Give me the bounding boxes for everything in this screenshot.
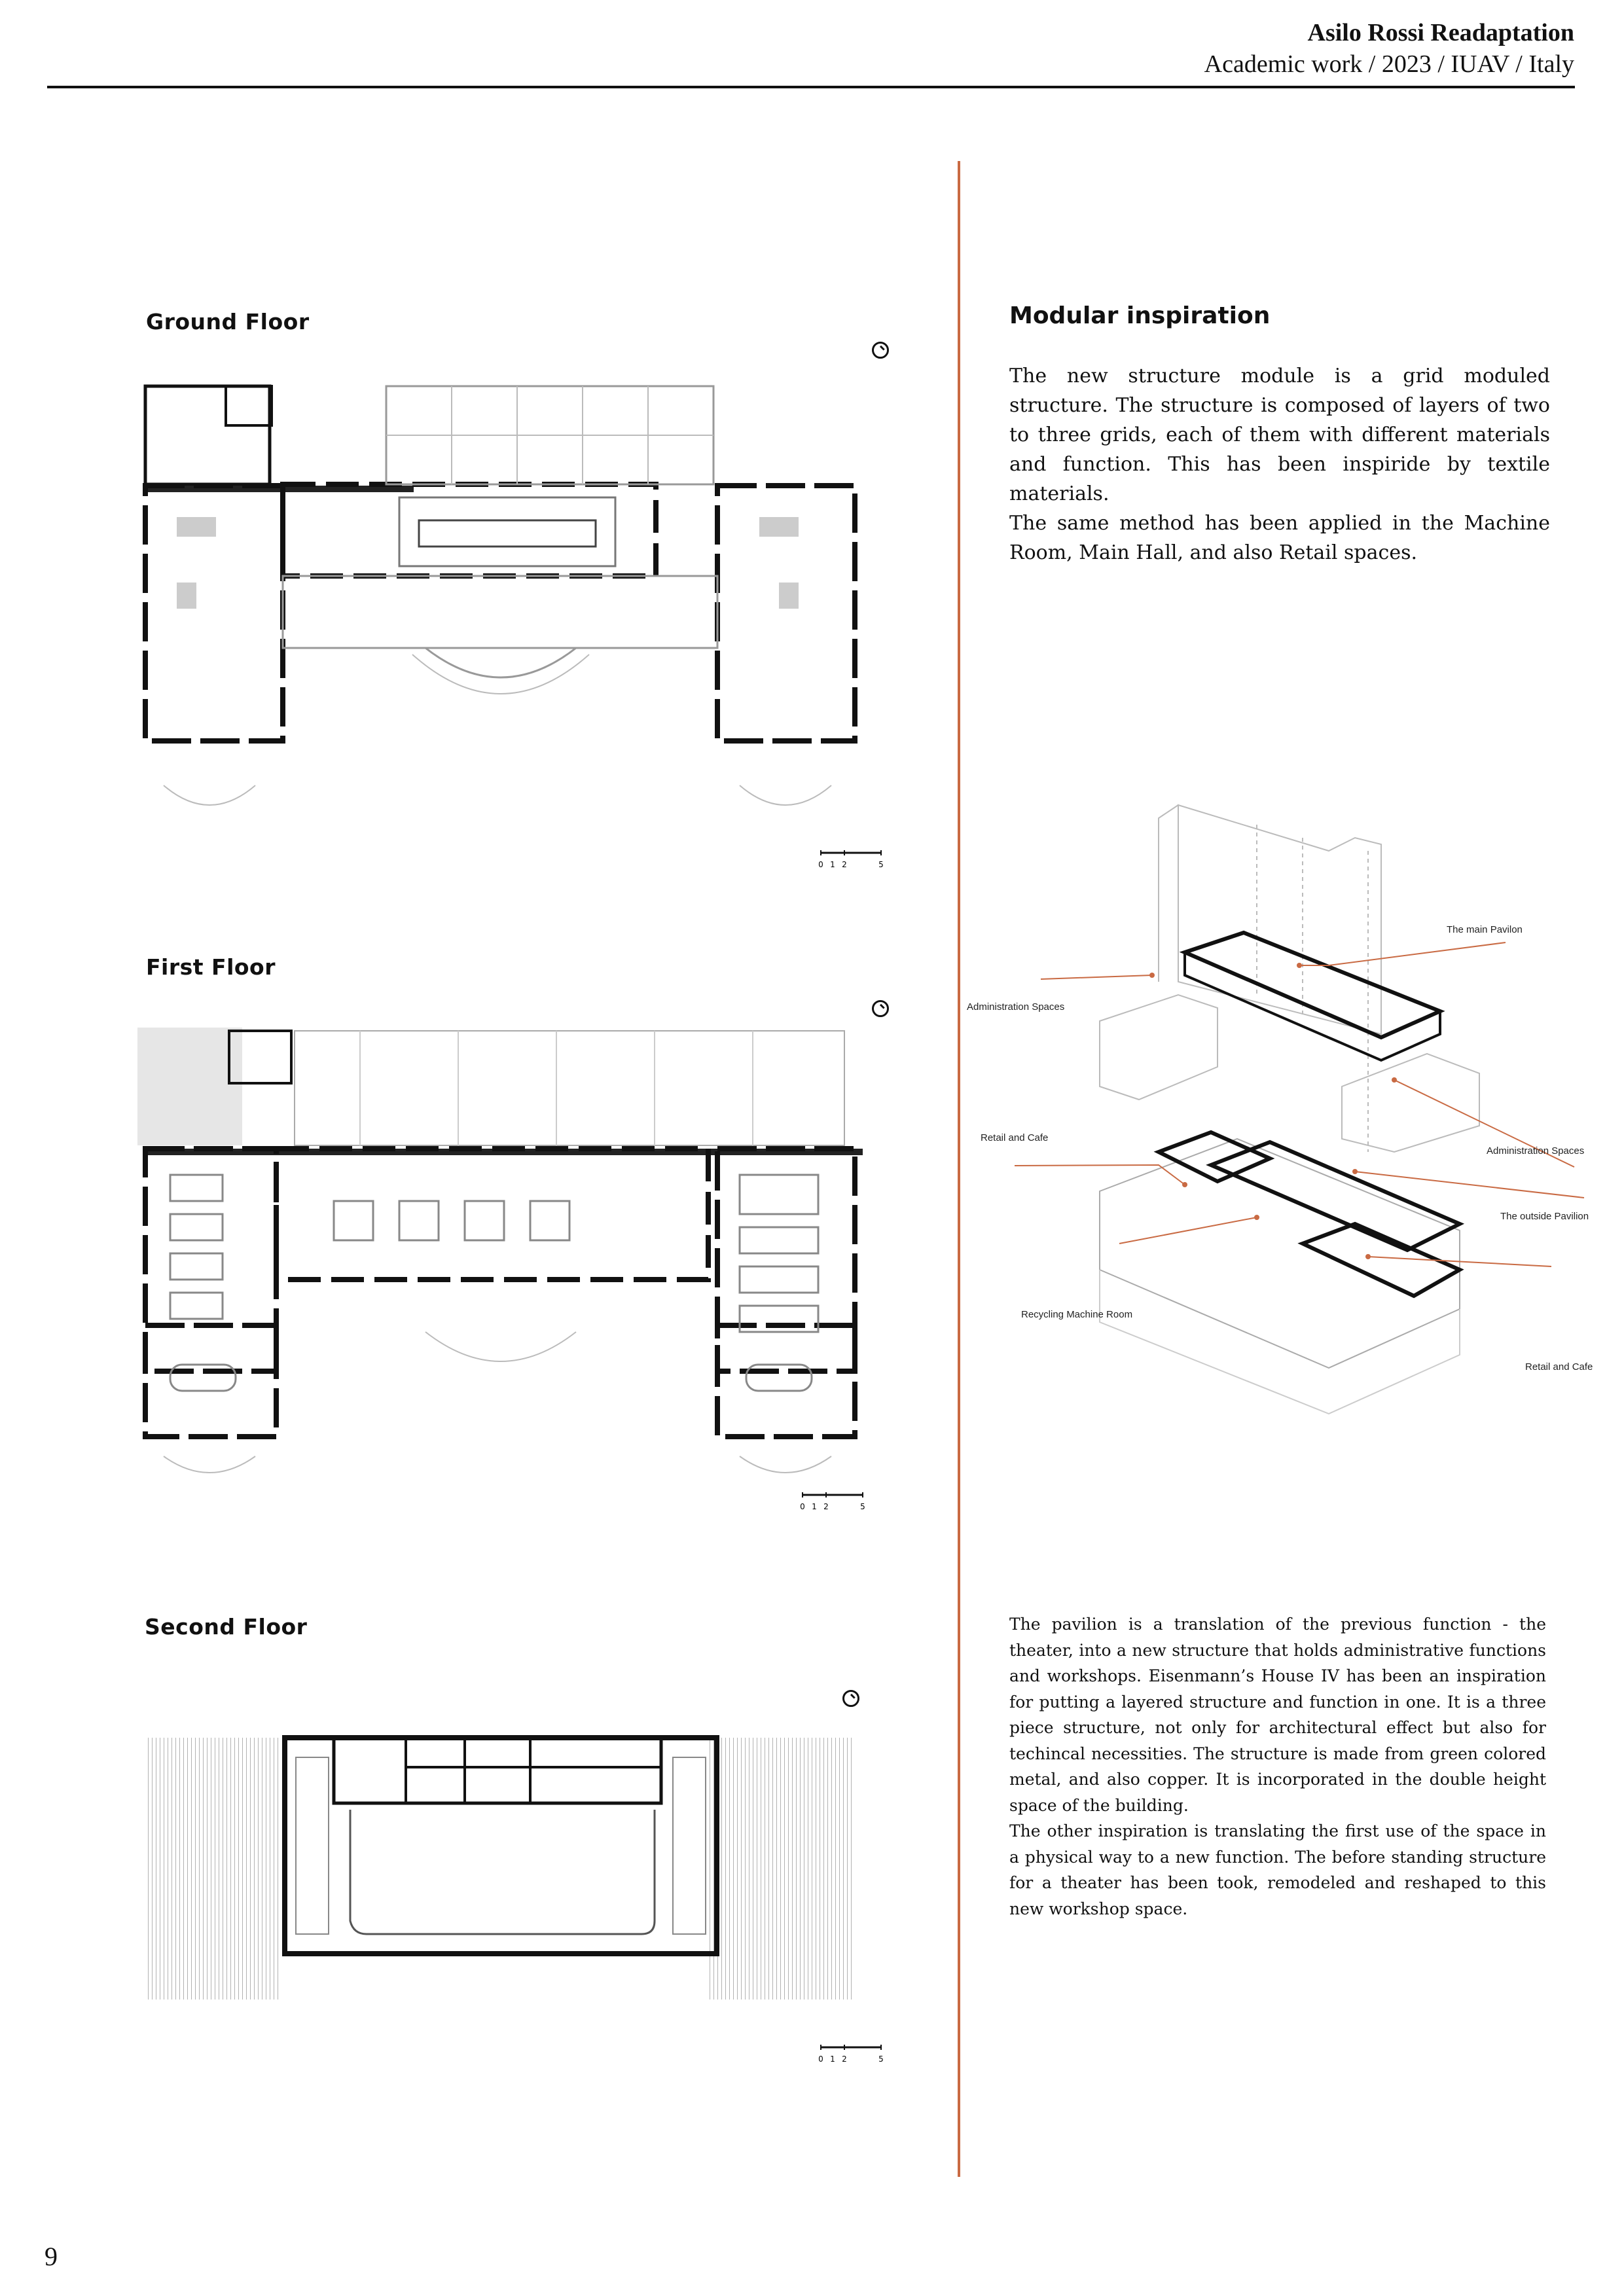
paragraph: The other inspiration is translating the first use of the space in a physical way to a new function. The before standing structure for a theater has been took, remodeled and reshaped to this new workshop space.: [1009, 1821, 1546, 1918]
header-rule: [47, 86, 1575, 88]
second-floor-title: Second Floor: [145, 1614, 308, 1640]
axonometric-diagram: [962, 785, 1623, 1440]
document-title: Asilo Rossi Readaptation: [1307, 19, 1574, 46]
scale-label: 5: [878, 2054, 884, 2064]
pavilion-text: [1009, 1611, 1546, 1922]
scale-label: 5: [878, 860, 884, 869]
label-outside-pavilion: The outside Pavilion: [1500, 1211, 1589, 1222]
ground-floor-scale-bar: [818, 848, 884, 870]
north-arrow-icon: [842, 1690, 859, 1707]
paragraph: The pavilion is a translation of the previous function - the theater, into a new structure that holds administrative functions and workshops. Eisenmann’s House IV has been an inspiration for putting a layered structure and function in one. It is a three piece structure, not only for architectural effect but also for techincal necessities. The structure is made from green colored metal, and also copper. It is incorporated in the double height space of the building.: [1009, 1615, 1546, 1815]
paragraph: The new structure module is a grid moduled structure. The structure is composed of layers of two to three grids, each of them with different materials and function. This has been inspiride by textile materials.: [1009, 365, 1550, 505]
label-administration-right: Administration Spaces: [1487, 1145, 1585, 1157]
scale-label: 1: [812, 1502, 817, 1511]
label-main-pavilion: The main Pavilon: [1447, 924, 1523, 935]
scale-label: 1: [830, 860, 835, 869]
scale-label: 0: [818, 2054, 823, 2064]
column-divider: [958, 161, 960, 2177]
scale-label: 0: [818, 860, 823, 869]
label-retail-cafe-right: Retail and Cafe: [1525, 1361, 1593, 1372]
paragraph: The same method has been applied in the Machine Room, Main Hall, and also Retail spaces.: [1009, 512, 1550, 564]
label-retail-cafe-left: Retail and Cafe: [981, 1132, 1049, 1143]
scale-label: 2: [842, 2054, 847, 2064]
second-floor-scale-bar: [818, 2042, 884, 2064]
first-floor-scale-bar: [800, 1490, 865, 1512]
north-arrow-icon: [872, 342, 889, 359]
first-floor-title: First Floor: [146, 954, 276, 980]
label-recycling-machine-room: Recycling Machine Room: [1021, 1309, 1133, 1320]
ground-floor-title: Ground Floor: [146, 309, 310, 334]
first-floor-plan: [137, 1024, 864, 1496]
scale-label: 1: [830, 2054, 835, 2064]
label-administration-left: Administration Spaces: [967, 1001, 1065, 1013]
second-floor-plan: [144, 1731, 864, 2006]
scale-label: 0: [800, 1502, 805, 1511]
scale-label: 5: [860, 1502, 865, 1511]
modular-inspiration-text: [1009, 361, 1550, 567]
document-subtitle: Academic work / 2023 / IUAV / Italy: [1204, 50, 1574, 78]
page-number: 9: [45, 2242, 58, 2271]
scale-label: 2: [842, 860, 847, 869]
north-arrow-icon: [872, 1000, 889, 1017]
modular-inspiration-title: Modular inspiration: [1009, 302, 1271, 329]
scale-label: 2: [823, 1502, 829, 1511]
ground-floor-plan: [137, 367, 864, 825]
